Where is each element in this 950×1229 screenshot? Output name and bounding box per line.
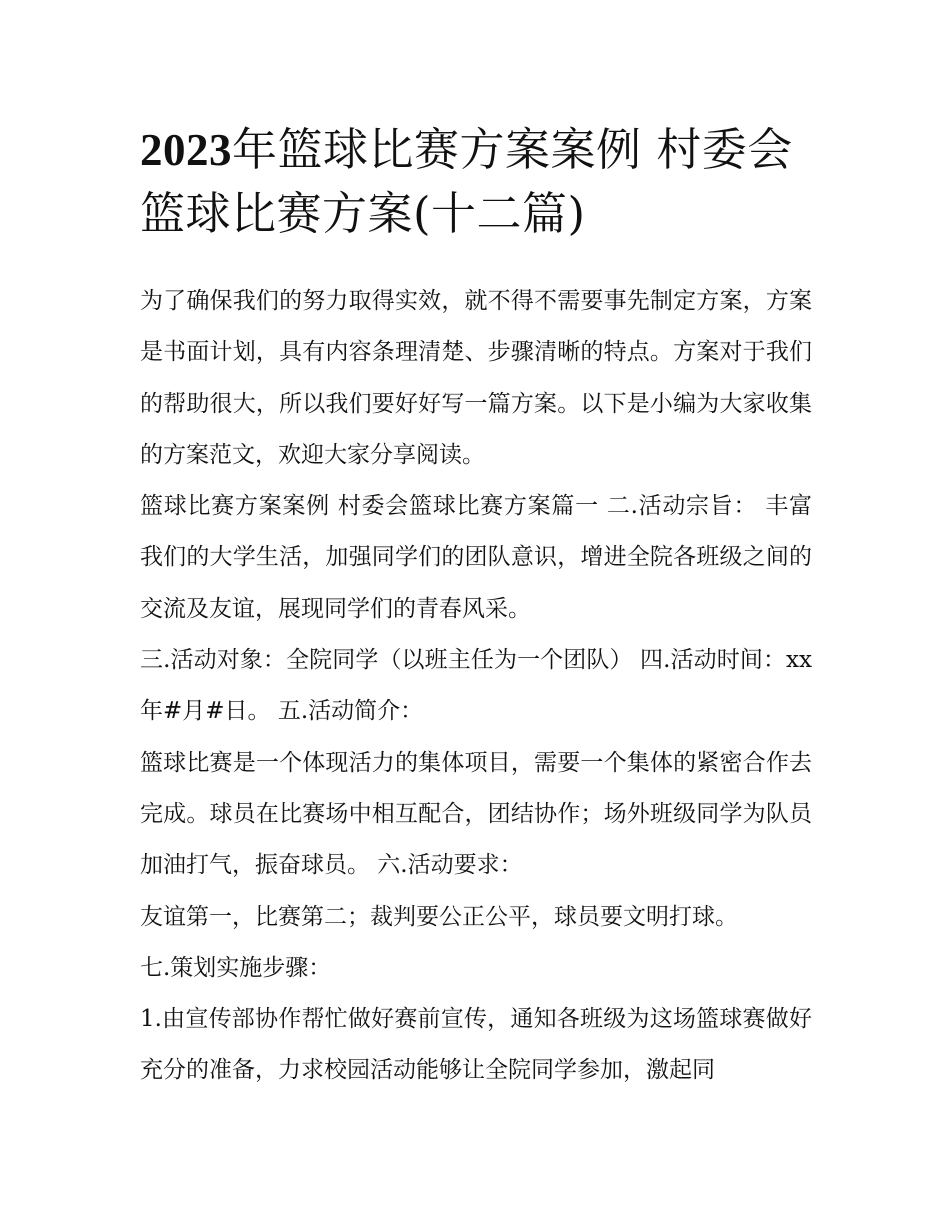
document-title: [140, 118, 820, 246]
paragraph-purpose: 篮球比赛方案案例 村委会篮球比赛方案篇一 二.活动宗旨： 丰富我们的大学生活，加强同学们的团队意识，增进全院各班级之间的交流及友谊，展现同学们的青春风采。: [140, 493, 812, 622]
paragraph-steps-heading: 七.策划实施步骤：: [140, 954, 332, 981]
title-year: 2023: [140, 125, 232, 175]
title-text: 年篮球比赛方案案例 村委会篮球比赛方案(十二篇): [140, 123, 793, 240]
paragraph-target-time: 三.活动对象：全院同学（以班主任为一个团队） 四.活动时间：xx年#月#日。 五.活动简介：: [140, 647, 812, 725]
document-body: [140, 276, 812, 1097]
paragraph-intro: 为了确保我们的努力取得实效，就不得不需要事先制定方案，方案是书面计划，具有内容条理清楚、步骤清晰的特点。方案对于我们的帮助很大，所以我们要好好写一篇方案。以下是小编为大家收集的方案范文，欢迎大家分享阅读。: [140, 288, 812, 468]
paragraph-requirements: 友谊第一，比赛第二；裁判要公正公平，球员要文明打球。: [140, 903, 738, 930]
paragraph-step-1: 1.由宣传部协作帮忙做好赛前宣传，通知各班级为这场篮球赛做好充分的准备，力求校园活动能够让全院同学参加，激起同: [140, 1006, 812, 1084]
paragraph-introduction: 篮球比赛是一个体现活力的集体项目，需要一个集体的紧密合作去完成。球员在比赛场中相互配合，团结协作；场外班级同学为队员加油打气，振奋球员。 六.活动要求：: [140, 749, 812, 879]
